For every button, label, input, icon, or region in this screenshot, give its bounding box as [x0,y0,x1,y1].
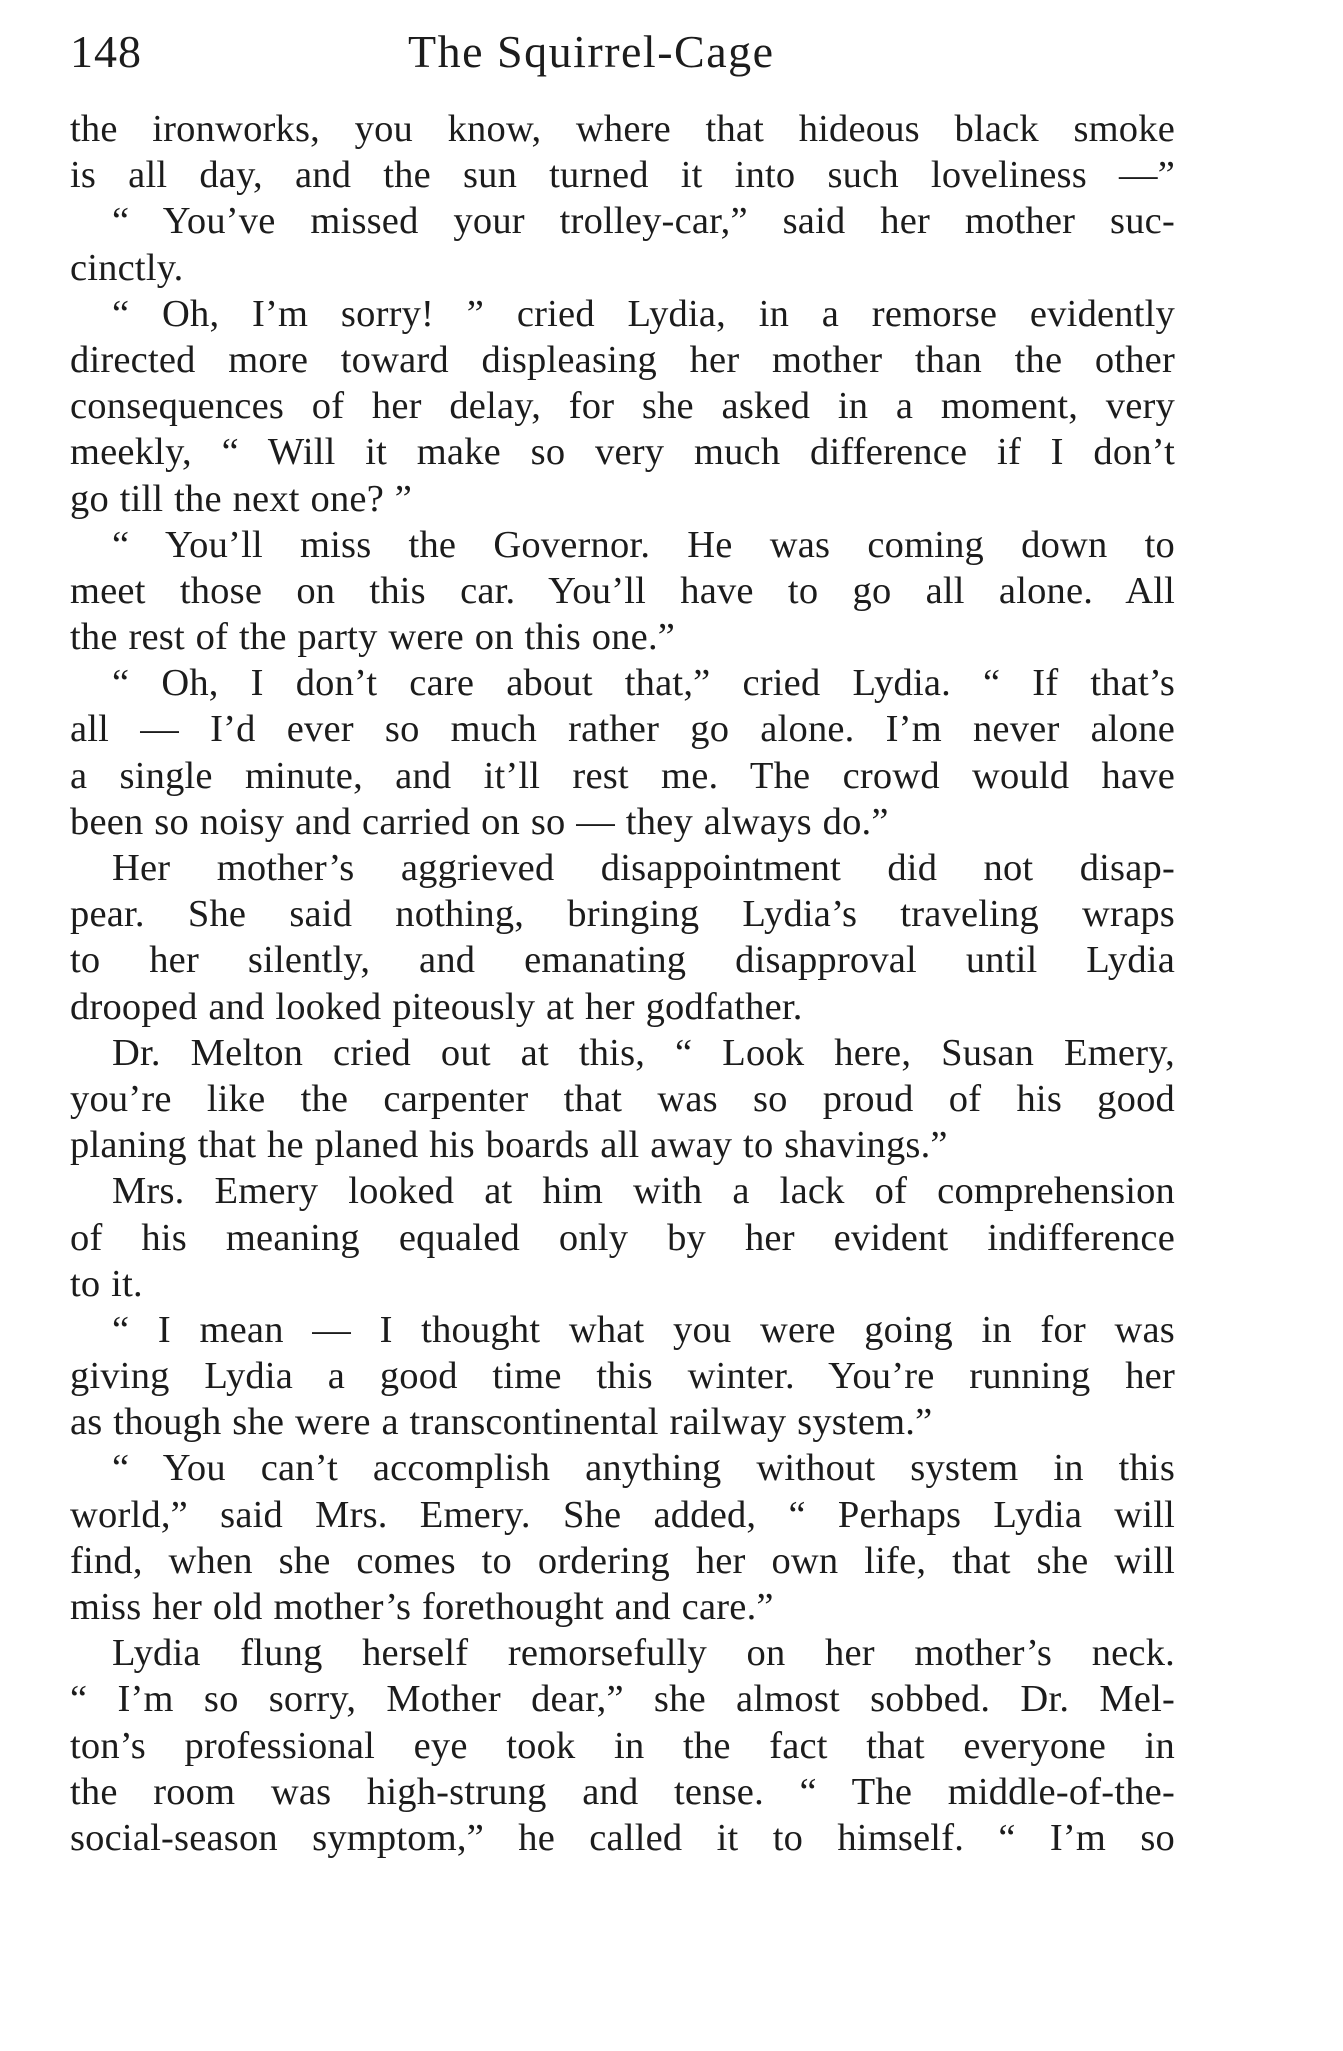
text-line: find, when she comes to ordering her own life, that she will [70,1539,1175,1582]
text-line: meekly, “ Will it make so very much difference if I don’t [70,431,1175,474]
text-line: “ You’ve missed your trolley-car,” said her mother suc- [112,200,1175,243]
text-line: ton’s professional eye took in the fact that everyone in [70,1724,1175,1767]
text-line: drooped and looked piteously at her godfather. [70,985,803,1028]
text-line: been so noisy and carried on so — they always do.” [70,800,889,843]
text-line: “ I mean — I thought what you were going in for was [112,1308,1175,1351]
text-line: consequences of her delay, for she asked in a moment, very [70,385,1175,428]
text-line: “ Oh, I don’t care about that,” cried Lydia. “ If that’s [112,662,1175,705]
text-line: all — I’d ever so much rather go alone. I’m never alone [70,708,1175,751]
text-line: “ Oh, I’m sorry! ” cried Lydia, in a remorse evidently [112,292,1175,335]
text-line: to her silently, and emanating disapproval until Lydia [70,939,1175,982]
text-line: directed more toward displeasing her mother than the other [70,338,1175,381]
running-title: The Squirrel-Cage [408,26,775,77]
text-line: Dr. Melton cried out at this, “ Look here, Susan Emery, [112,1031,1175,1074]
text-line: you’re like the carpenter that was so proud of his good [70,1077,1175,1120]
text-line: “ You’ll miss the Governor. He was coming down to [112,523,1175,566]
text-line: to it. [70,1262,143,1305]
text-line: “ I’m so sorry, Mother dear,” she almost sobbed. Dr. Mel- [70,1678,1175,1721]
text-line: meet those on this car. You’ll have to go all alone. All [70,569,1175,612]
text-line: pear. She said nothing, bringing Lydia’s traveling wraps [70,893,1175,936]
page-header [70,22,1170,82]
text-line: of his meaning equaled only by her evident indifference [70,1216,1175,1259]
text-line: miss her old mother’s forethought and care.” [70,1586,774,1628]
text-line: world,” said Mrs. Emery. She added, “ Perhaps Lydia will [70,1493,1175,1536]
text-line: cinctly. [70,246,184,289]
text-line: Lydia flung herself remorsefully on her mother’s neck. [112,1632,1175,1675]
text-line: the room was high-strung and tense. “ The middle-of-the- [70,1770,1175,1813]
text-line: Her mother’s aggrieved disappointment did not disap- [112,847,1175,889]
text-line: the ironworks, you know, where that hideous black smoke [70,108,1175,150]
text-line: planing that he planed his boards all away to shavings.” [70,1124,948,1167]
text-line: go till the next one? ” [70,477,413,520]
text-line: Mrs. Emery looked at him with a lack of comprehension [112,1170,1175,1213]
text-line: giving Lydia a good time this winter. You’re running her [70,1355,1175,1398]
text-line: a single minute, and it’ll rest me. The crowd would have [70,754,1175,797]
text-line: the rest of the party were on this one.” [70,616,676,659]
text-line: is all day, and the sun turned it into such loveliness —” [70,154,1175,197]
text-line: social-season symptom,” he called it to himself. “ I’m so [70,1816,1175,1859]
page-number: 148 [70,26,142,77]
text-line: as though she were a transcontinental railway system.” [70,1401,933,1444]
body-text [70,106,1175,1861]
text-line: “ You can’t accomplish anything without system in this [112,1447,1175,1490]
